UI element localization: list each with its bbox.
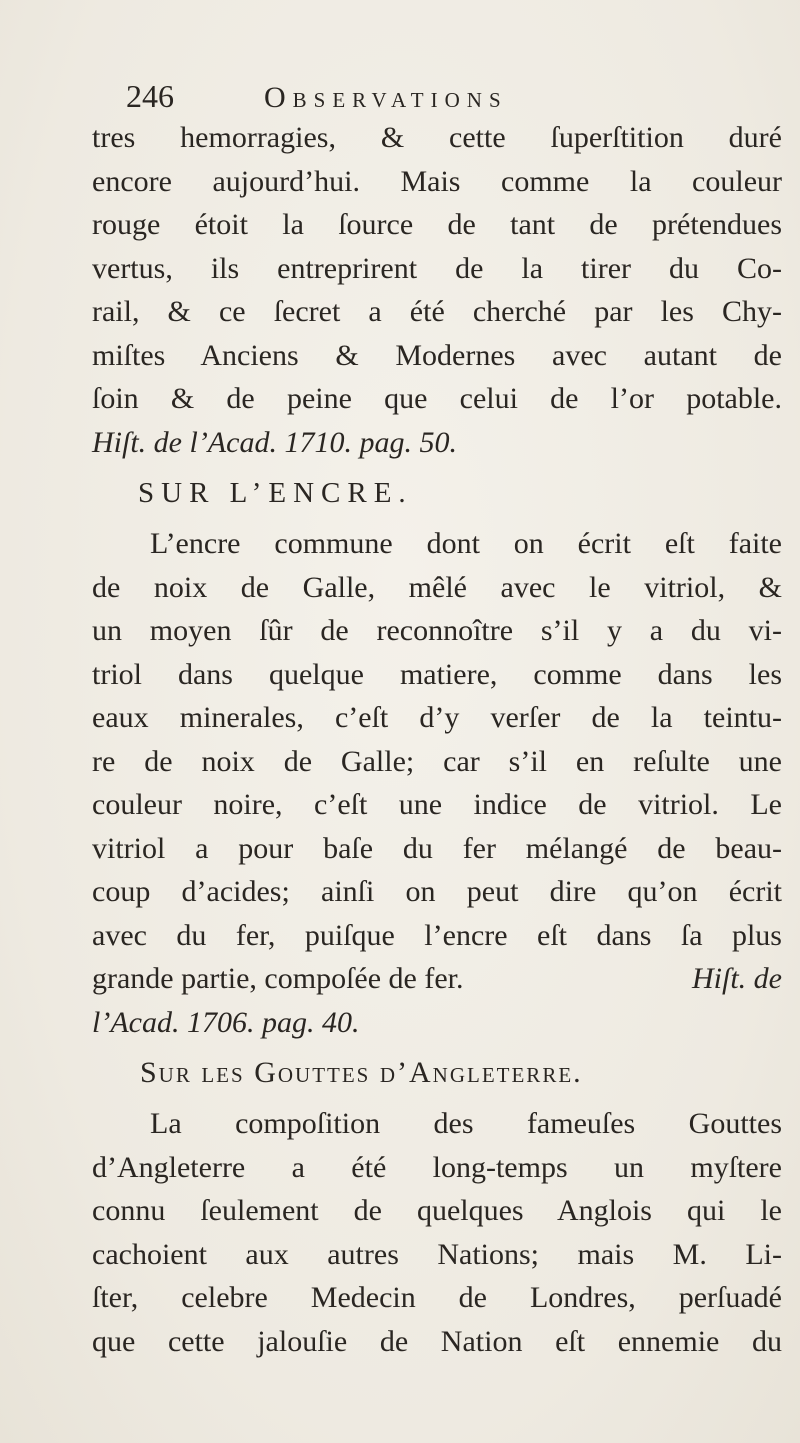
text-line: triol dans quelque matiere, comme dans les (92, 657, 782, 691)
text-line: encore aujourd’hui. Mais comme la couleur (92, 164, 782, 198)
running-head: Observations (264, 81, 508, 114)
text-line: rail, & ce ſecret a été cherché par les Chy- (92, 295, 782, 328)
section-heading-gouttes: Sur les Gouttes d’Angleterre. (140, 1056, 583, 1089)
page-text-block (92, 78, 782, 1363)
text-line: que cette jalouſie de Nation eſt ennemie du (92, 1324, 782, 1358)
text-line (92, 957, 782, 1001)
text-line: un moyen ſûr de reconnoître s’il y a du vi- (92, 614, 782, 647)
text-line: connu ſeulement de quelques Anglois qui le (92, 1194, 782, 1227)
encre-paragraph (92, 522, 782, 1044)
intro-paragraph (92, 116, 782, 464)
text-line: coup d’acides; ainſi on peut dire qu’on écrit (92, 875, 782, 908)
text-line: vertus, ils entreprirent de la tirer du Co- (92, 251, 782, 285)
gouttes-paragraph (92, 1102, 782, 1363)
text-line: ſter, celebre Medecin de Londres, perſuadé (92, 1281, 782, 1314)
reference-citation: Hiſt. de l’Acad. 1710. pag. 50. (92, 425, 457, 459)
text-line: tres hemorragies, & cette ſuperſtition duré (92, 121, 782, 154)
text-line: L’encre commune dont on écrit eſt faite (150, 527, 782, 560)
page-number: 246 (126, 78, 174, 114)
text-line: cachoient aux autres Nations; mais M. Li- (92, 1237, 782, 1271)
text-line: ſoin & de peine que celui de l’or potable. (92, 382, 782, 415)
text-line: eaux minerales, c’eſt d’y verſer de la teintu- (92, 701, 782, 734)
reference-citation: Hiſt. de (692, 962, 782, 995)
text-line: rouge étoit la ſource de tant de prétendues (92, 208, 782, 241)
text-line: couleur noire, c’eſt une indice de vitriol. Le (92, 788, 782, 821)
text-line: d’Angleterre a été long-temps un myſtere (92, 1150, 782, 1184)
text-line: La compoſition des fameuſes Gouttes (150, 1107, 782, 1140)
text-line: de noix de Galle, mêlé avec le vitriol, & (92, 570, 782, 604)
section-heading-encre: SUR L’ENCRE. (138, 477, 413, 509)
text-line: avec du fer, puiſque l’encre eſt dans ſa plus (92, 918, 782, 952)
reference-citation: l’Acad. 1706. pag. 40. (92, 1005, 360, 1039)
text-segment: grande partie, compoſée de fer. (92, 962, 464, 995)
text-line: miſtes Anciens & Modernes avec autant de (92, 338, 782, 372)
text-line: vitriol a pour baſe du fer mélangé de beau- (92, 831, 782, 865)
page-header (92, 78, 782, 116)
text-line: re de noix de Galle; car s’il en reſulte une (92, 744, 782, 778)
